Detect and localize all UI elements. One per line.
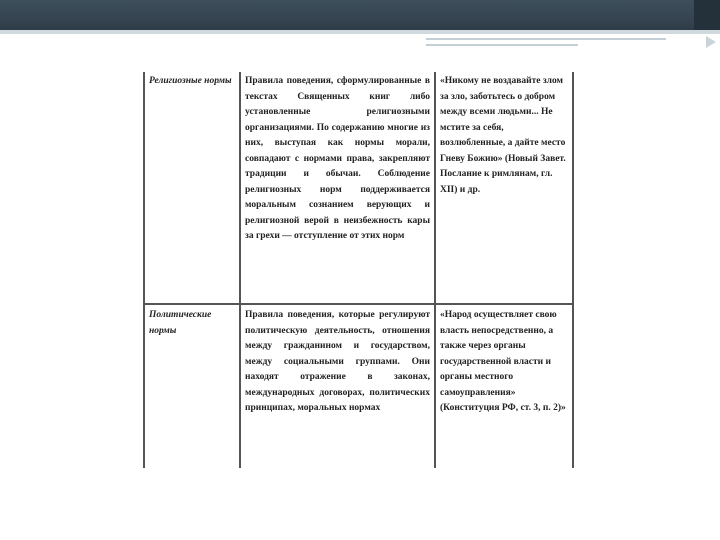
slide-header-bar [0,0,720,30]
norm-type-cell [144,304,240,468]
norm-definition-cell: Правила поведения, которые регулируют политическую деятельность, отношения между гражданином и государством, между социальными группами. Они находят отражение в законах, международных договорах, политических принципах, моральных нормах [240,304,435,468]
table-row [144,72,573,304]
norm-type-label: Политические нормы [149,310,212,336]
decorative-arrow-icon [706,36,716,48]
norm-example-cell: «Никому не воздавайте злом за зло, заботьтесь о добром между всеми людьми... Не мстите за себя, возлюбленные, а дайте место Гневу Божию» (Новый Завет. Послание к римлянам, гл. XII) и др. [435,72,573,304]
norm-type-cell [144,72,240,304]
decorative-line [426,38,666,40]
header-divider-line [0,30,720,34]
norm-type-label: Религиозные нормы [149,76,232,86]
header-corner-block [694,0,720,30]
decorative-line [426,44,578,46]
norms-table [143,72,574,468]
norm-example-cell: «Народ осуществляет свою власть непосредственно, а также через органы государственной власти и органы местного самоуправления» (Конституция РФ, ст. 3, п. 2)» [435,304,573,468]
norm-definition-cell: Правила поведения, сформулированные в текстах Священных книг либо установленные религиозными организациями. По содержанию многие из них, выступая как нормы морали, совпадают с нормами права, закрепляют традиции и обычаи. Соблюдение религиозных норм поддерживается моральным сознанием верующих и религиозной верой в неизбежность кары за грехи — отступление от этих норм [240,72,435,304]
table-row [144,304,573,468]
